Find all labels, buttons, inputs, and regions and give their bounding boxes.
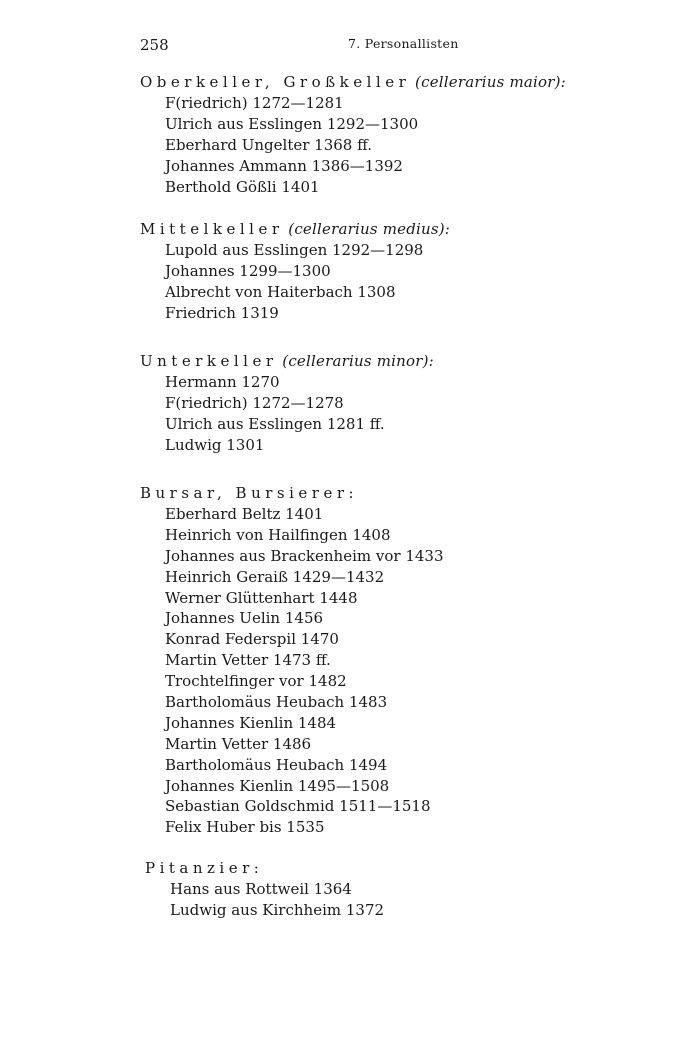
officeholder-entry: Johannes Kienlin 1495—1508 [165,776,390,795]
officeholder-entry: Johannes 1299—1300 [165,261,331,280]
running-head: 7. Personallisten [348,36,459,51]
officeholder-entry: Konrad Federspil 1470 [165,630,339,649]
officeholder-entry: Heinrich von Hailfingen 1408 [165,525,391,544]
latin-office-title: (cellerarius medius): [288,220,451,238]
section-heading [140,483,680,504]
officeholder-entry: Albrecht von Haiterbach 1308 [165,282,396,301]
office-title: Mittelkeller [140,220,284,238]
officeholder-list [140,93,680,197]
officeholder-list [140,240,680,324]
section-heading [140,351,680,372]
officeholder-entry: Heinrich Geraiß 1429—1432 [165,567,385,586]
officeholder-entry: Bartholomäus Heubach 1494 [165,755,388,774]
officeholder-entry: Ludwig 1301 [165,435,265,454]
officeholder-entry: Hermann 1270 [165,373,280,391]
office-title: Pitanzier: [145,859,264,877]
section-heading [145,858,685,879]
office-section [140,483,680,838]
officeholder-entry: Friedrich 1319 [165,303,279,322]
officeholder-entry: Johannes Ammann 1386—1392 [165,156,403,175]
officeholder-entry: Felix Huber bis 1535 [165,818,325,837]
officeholder-entry: Lupold aus Esslingen 1292—1298 [165,241,424,259]
office-title: Oberkeller, Großkeller [140,73,411,91]
officeholder-entry: Sebastian Goldschmid 1511—1518 [165,797,431,816]
office-section [140,351,680,456]
officeholder-entry: Werner Glüttenhart 1448 [165,588,358,607]
officeholder-entry: Martin Vetter 1473 ff. [165,651,331,670]
officeholder-entry: Hans aus Rottweil 1364 [170,880,352,898]
officeholder-entry: Bartholomäus Heubach 1483 [165,693,388,712]
officeholder-list [140,372,680,456]
officeholder-entry: Ludwig aus Kirchheim 1372 [170,900,385,919]
latin-office-title: (cellerarius maior): [415,73,566,91]
office-section [140,219,680,324]
officeholder-entry: Johannes Uelin 1456 [165,609,324,628]
officeholder-entry: Ulrich aus Esslingen 1281 ff. [165,414,385,433]
officeholder-entry: F(riedrich) 1272—1281 [165,94,344,112]
officeholder-list [145,879,685,921]
officeholder-entry: Eberhard Ungelter 1368 ff. [165,135,372,154]
officeholder-entry: Ulrich aus Esslingen 1292—1300 [165,114,419,133]
officeholder-entry: Martin Vetter 1486 [165,734,312,753]
officeholder-entry: Johannes aus Brackenheim vor 1433 [165,546,444,565]
office-section [140,72,680,197]
officeholder-entry: Johannes Kienlin 1484 [165,713,337,732]
section-heading [140,72,680,93]
office-section [145,858,685,921]
office-title: Unterkeller [140,352,278,370]
officeholder-entry: F(riedrich) 1272—1278 [165,393,344,412]
officeholder-entry: Eberhard Beltz 1401 [165,505,324,523]
office-title: Bursar, Bursierer: [140,484,359,502]
section-heading [140,219,680,240]
officeholder-list [140,504,680,838]
latin-office-title: (cellerarius minor): [282,352,434,370]
officeholder-entry: Berthold Gößli 1401 [165,177,320,196]
page-number: 258 [140,36,169,54]
officeholder-entry: Trochtelfinger vor 1482 [165,672,347,691]
